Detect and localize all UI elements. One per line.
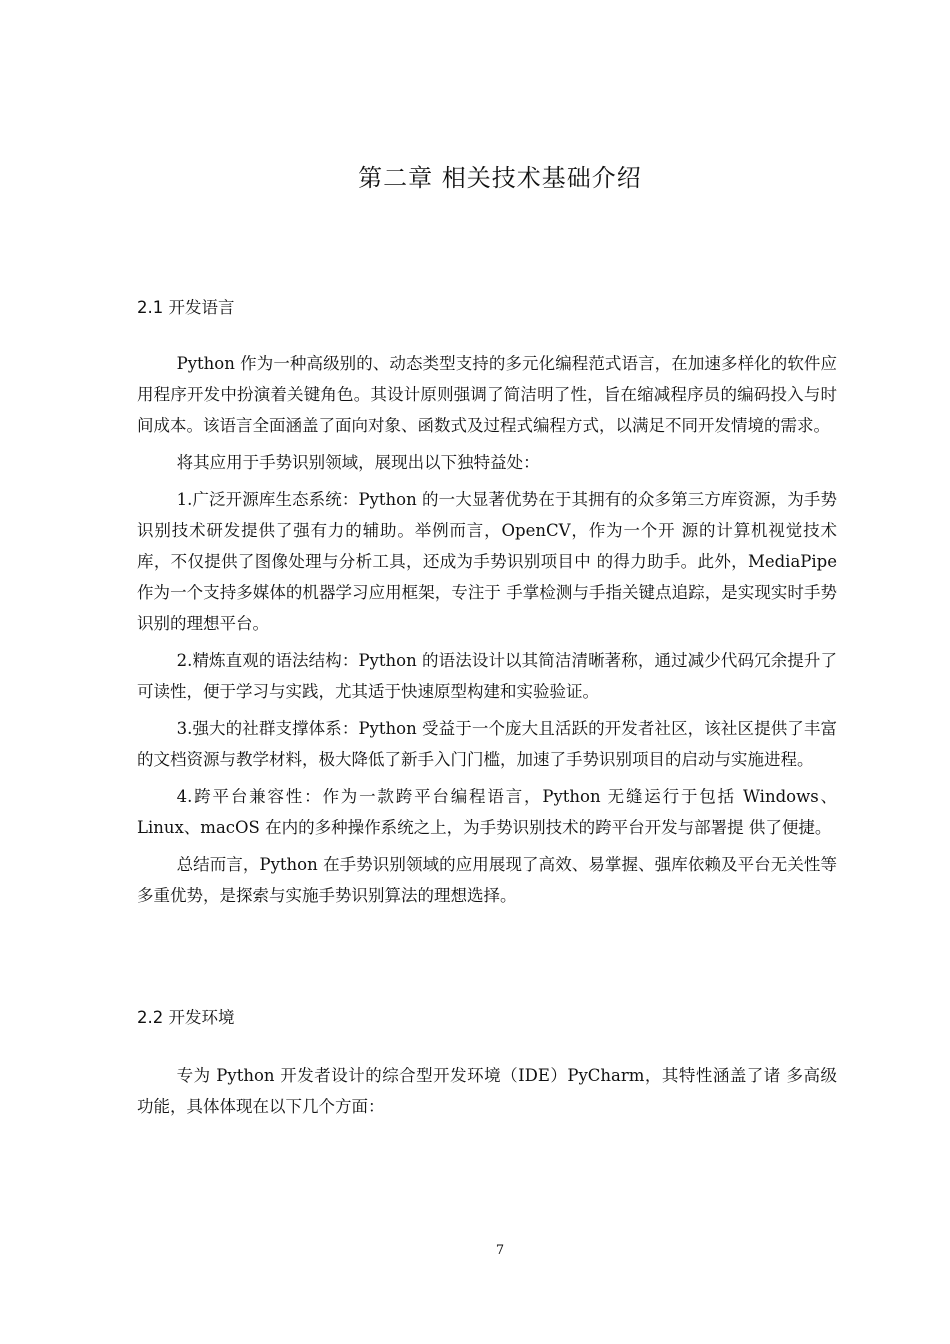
paragraph: 1.广泛开源库生态系统：Python 的一大显著优势在于其拥有的众多第三方库资源，为手势识别技术研发提供了强有力的辅助。举例而言，OpenCV，作为一个开 源的计算机视觉技术库，不仅提供了图像处理与分析工具，还成为手势识别项目中 的得力助手。此外，MediaPipe 作为一个支持多媒体的机器学习应用框架，专注于 手掌检测与手指关键点追踪，是实现实时手势识别的理想平台。 (137, 490, 837, 633)
paragraph: 将其应用于手势识别领域，展现出以下独特益处： (176, 453, 540, 472)
paragraph: 3.强大的社群支撑体系：Python 受益于一个庞大且活跃的开发者社区，该社区提供了丰富的文档资源与教学材料，极大降低了新手入门门槛，加速了手势识别项目的启动与实施进程。 (137, 719, 837, 769)
section-2-2-body (137, 1060, 837, 1128)
section-heading-2-2: 2.2 开发环境 (137, 1008, 235, 1027)
paragraph: 2.精炼直观的语法结构：Python 的语法设计以其简洁清晰著称，通过减少代码冗余提升了可读性，便于学习与实践，尤其适于快速原型构建和实验验证。 (137, 651, 837, 701)
paragraph: 专为 Python 开发者设计的综合型开发环境（IDE）PyCharm，其特性涵盖了诸 多高级功能，具体体现在以下几个方面： (137, 1066, 837, 1116)
section-2-1-body (137, 348, 837, 917)
page-number: 7 (495, 1243, 505, 1258)
paragraph: 4.跨平台兼容性：作为一款跨平台编程语言，Python 无缝运行于包括 Windows、 Linux、macOS 在内的多种操作系统之上，为手势识别技术的跨平台开发与部署提 供了便捷。 (137, 787, 837, 837)
paragraph: Python 作为一种高级别的、动态类型支持的多元化编程范式语言，在加速多样化的软件应用程序开发中扮演着关键角色。其设计原则强调了简洁明了性，旨在缩减程序员的编码投入与时间成本。该语言全面涵盖了面向对象、函数式及过程式编程方式，以满足不同开发情境的需求。 (137, 354, 837, 435)
paragraph: 总结而言，Python 在手势识别领域的应用展现了高效、易掌握、强库依赖及平台无关性等多重优势，是探索与实施手势识别算法的理想选择。 (137, 855, 837, 905)
section-heading-2-1: 2.1 开发语言 (137, 298, 235, 317)
chapter-title: 第二章 相关技术基础介绍 (358, 164, 642, 192)
